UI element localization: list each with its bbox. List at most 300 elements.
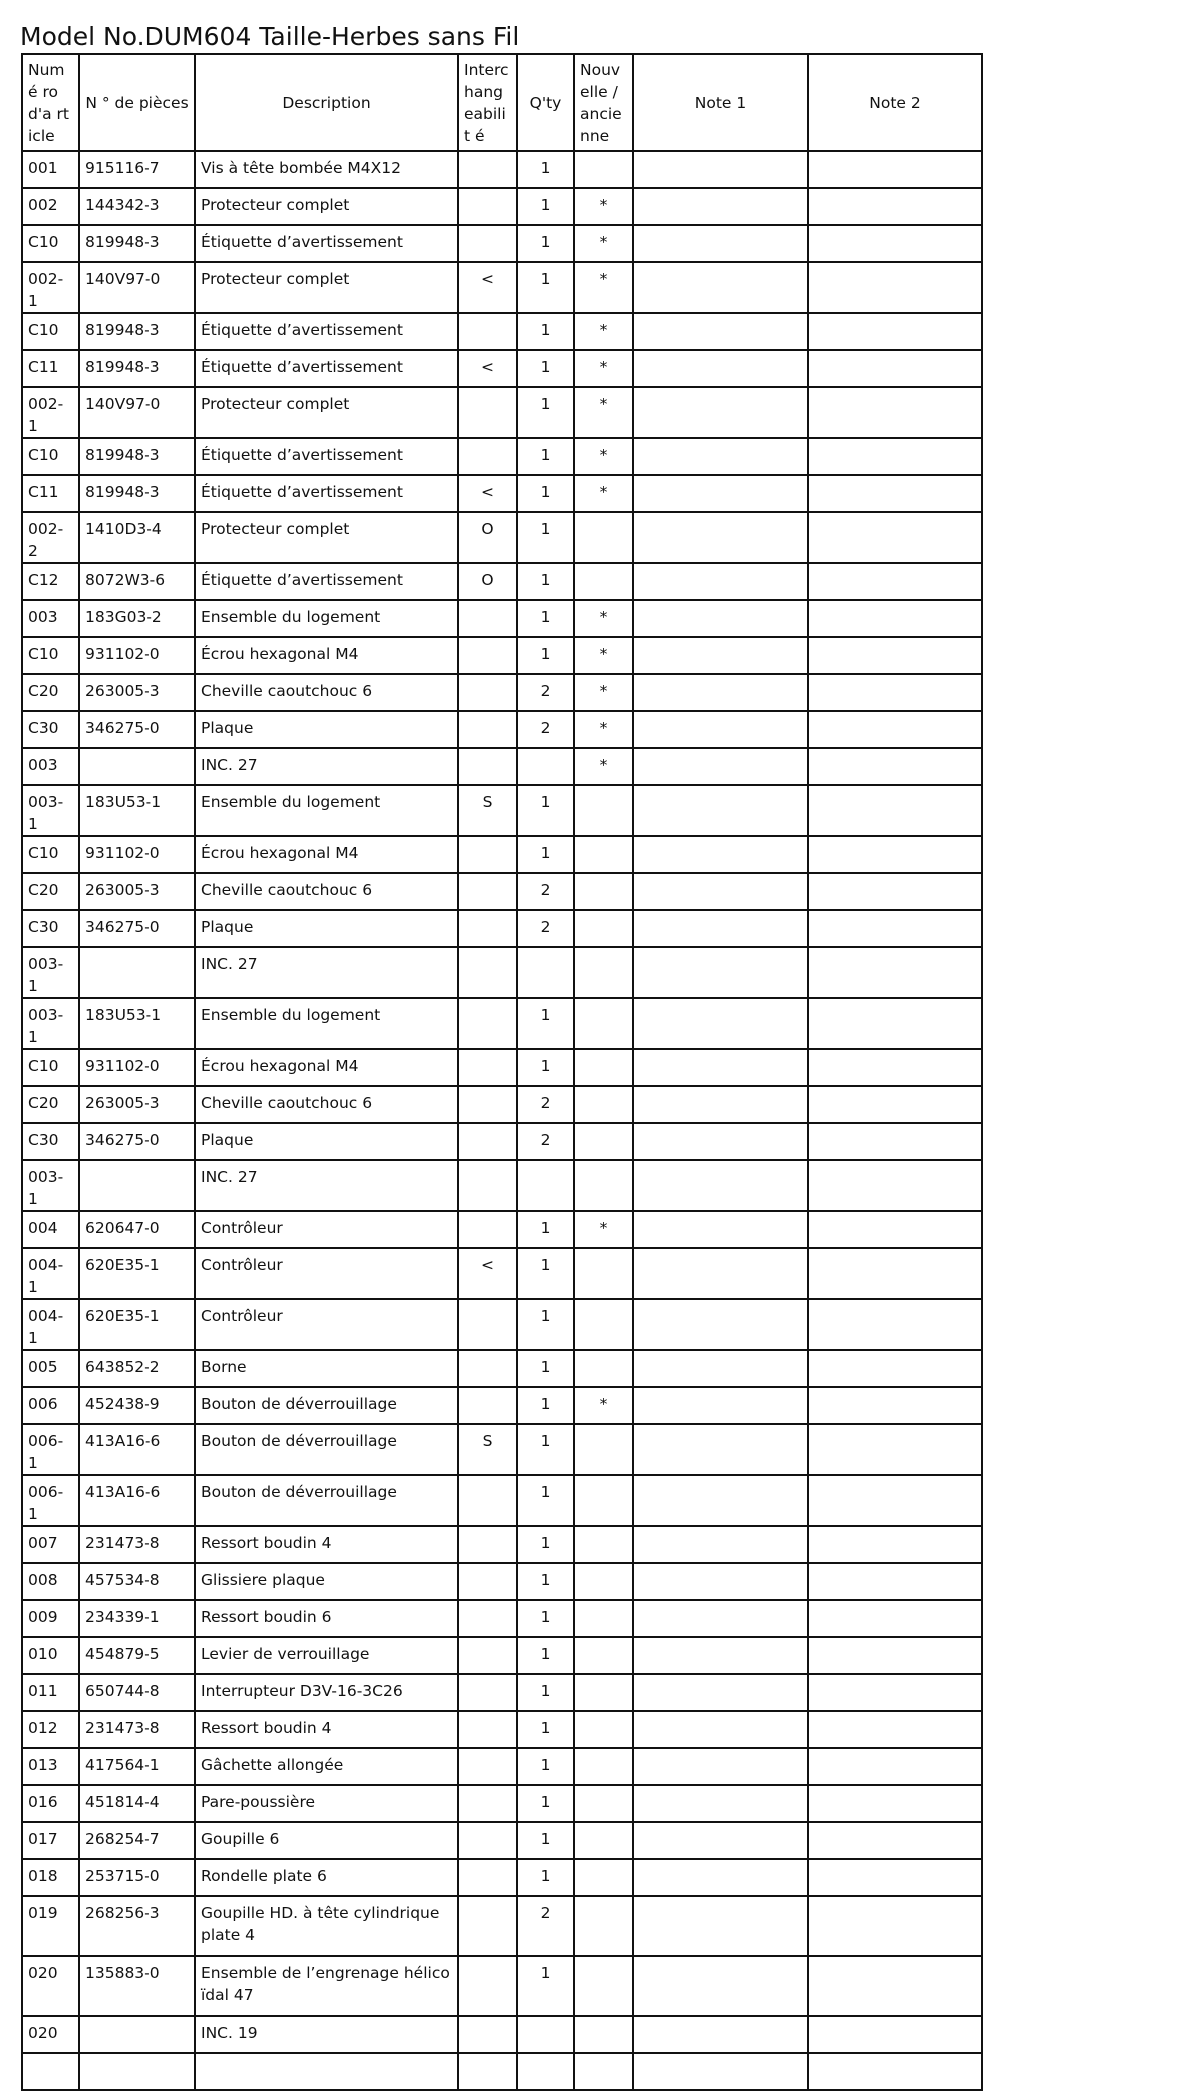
- description-cell: Ensemble du logement: [195, 600, 458, 637]
- quantity-cell: 1: [517, 225, 574, 262]
- table-row: [22, 637, 982, 674]
- item-number-cell: 020: [22, 1956, 79, 2016]
- description-cell: Levier de verrouillage: [195, 1637, 458, 1674]
- description-cell: Cheville caoutchouc 6: [195, 1086, 458, 1123]
- interchangeability-cell: [458, 225, 517, 262]
- description-cell: Ensemble de l’engrenage hélicoïdal 47: [195, 1956, 458, 2016]
- quantity-cell: 1: [517, 1637, 574, 1674]
- note-2-cell: [808, 350, 982, 387]
- new-old-cell: *: [574, 313, 633, 350]
- table-row: [22, 1785, 982, 1822]
- note-2-cell: [808, 387, 982, 438]
- quantity-cell: 1: [517, 1711, 574, 1748]
- item-number-cell: 008: [22, 1563, 79, 1600]
- header-note-2: Note 2: [808, 54, 982, 151]
- new-old-cell: [574, 998, 633, 1049]
- note-1-cell: [633, 1475, 808, 1526]
- header-interchangeability: Interc hang eabilit é: [458, 54, 517, 151]
- description-cell: Protecteur complet: [195, 512, 458, 563]
- interchangeability-cell: [458, 1748, 517, 1785]
- item-number-cell: 005: [22, 1350, 79, 1387]
- note-2-cell: [808, 1956, 982, 2016]
- note-1-cell: [633, 947, 808, 998]
- new-old-cell: *: [574, 600, 633, 637]
- interchangeability-cell: [458, 637, 517, 674]
- quantity-cell: 1: [517, 475, 574, 512]
- page-title: Model No.DUM604 Taille-Herbes sans Fil: [20, 22, 520, 51]
- quantity-cell: 1: [517, 1785, 574, 1822]
- quantity-cell: 1: [517, 1387, 574, 1424]
- description-cell: Protecteur complet: [195, 188, 458, 225]
- description-cell: Écrou hexagonal M4: [195, 836, 458, 873]
- table-row: [22, 2053, 982, 2090]
- header-quantity: Q'ty: [517, 54, 574, 151]
- table-row: [22, 947, 982, 998]
- note-1-cell: [633, 1748, 808, 1785]
- table-row: [22, 873, 982, 910]
- parts-table: [21, 53, 983, 2091]
- note-2-cell: [808, 1563, 982, 1600]
- description-cell: Ressort boudin 6: [195, 1600, 458, 1637]
- description-cell: Étiquette d’avertissement: [195, 225, 458, 262]
- table-row: [22, 1859, 982, 1896]
- description-cell: Étiquette d’avertissement: [195, 313, 458, 350]
- note-2-cell: [808, 1748, 982, 1785]
- table-row: [22, 188, 982, 225]
- new-old-cell: *: [574, 387, 633, 438]
- description-cell: Vis à tête bombée M4X12: [195, 151, 458, 188]
- note-2-cell: [808, 1160, 982, 1211]
- description-cell: INC. 19: [195, 2016, 458, 2053]
- item-number-cell: 009: [22, 1600, 79, 1637]
- note-1-cell: [633, 1350, 808, 1387]
- item-number-cell: 002-2: [22, 512, 79, 563]
- quantity-cell: 1: [517, 1350, 574, 1387]
- note-2-cell: [808, 313, 982, 350]
- header-note-1: Note 1: [633, 54, 808, 151]
- new-old-cell: *: [574, 262, 633, 313]
- quantity-cell: 1: [517, 1526, 574, 1563]
- note-1-cell: [633, 1526, 808, 1563]
- note-2-cell: [808, 563, 982, 600]
- part-number-cell: 231473-8: [79, 1526, 195, 1563]
- header-new-old: Nouv elle / ancie nne: [574, 54, 633, 151]
- interchangeability-cell: [458, 387, 517, 438]
- note-2-cell: [808, 1424, 982, 1475]
- note-2-cell: [808, 1299, 982, 1350]
- item-number-cell: [22, 2053, 79, 2090]
- note-1-cell: [633, 711, 808, 748]
- item-number-cell: 004: [22, 1211, 79, 1248]
- table-row: [22, 475, 982, 512]
- note-1-cell: [633, 313, 808, 350]
- part-number-cell: 819948-3: [79, 350, 195, 387]
- interchangeability-cell: [458, 438, 517, 475]
- item-number-cell: 003: [22, 600, 79, 637]
- item-number-cell: 010: [22, 1637, 79, 1674]
- new-old-cell: [574, 512, 633, 563]
- item-number-cell: 011: [22, 1674, 79, 1711]
- part-number-cell: 454879-5: [79, 1637, 195, 1674]
- quantity-cell: 1: [517, 313, 574, 350]
- part-number-cell: 263005-3: [79, 674, 195, 711]
- note-2-cell: [808, 151, 982, 188]
- new-old-cell: [574, 947, 633, 998]
- quantity-cell: 1: [517, 512, 574, 563]
- interchangeability-cell: <: [458, 350, 517, 387]
- table-row: [22, 1563, 982, 1600]
- description-cell: Gâchette allongée: [195, 1748, 458, 1785]
- item-number-cell: 007: [22, 1526, 79, 1563]
- table-row: [22, 1711, 982, 1748]
- item-number-cell: 004-1: [22, 1299, 79, 1350]
- new-old-cell: [574, 1956, 633, 2016]
- item-number-cell: 006-1: [22, 1424, 79, 1475]
- interchangeability-cell: [458, 1086, 517, 1123]
- item-number-cell: 003-1: [22, 1160, 79, 1211]
- note-2-cell: [808, 1350, 982, 1387]
- item-number-cell: 012: [22, 1711, 79, 1748]
- item-number-cell: 006: [22, 1387, 79, 1424]
- description-cell: INC. 27: [195, 1160, 458, 1211]
- note-2-cell: [808, 836, 982, 873]
- part-number-cell: 413A16-6: [79, 1475, 195, 1526]
- interchangeability-cell: [458, 1637, 517, 1674]
- item-number-cell: 006-1: [22, 1475, 79, 1526]
- quantity-cell: 1: [517, 262, 574, 313]
- table-row: [22, 313, 982, 350]
- interchangeability-cell: <: [458, 1248, 517, 1299]
- note-2-cell: [808, 1475, 982, 1526]
- note-2-cell: [808, 748, 982, 785]
- item-number-cell: C30: [22, 1123, 79, 1160]
- quantity-cell: [517, 947, 574, 998]
- note-1-cell: [633, 1896, 808, 1956]
- note-1-cell: [633, 563, 808, 600]
- note-1-cell: [633, 438, 808, 475]
- description-cell: Cheville caoutchouc 6: [195, 873, 458, 910]
- part-number-cell: 144342-3: [79, 188, 195, 225]
- new-old-cell: [574, 1049, 633, 1086]
- part-number-cell: 451814-4: [79, 1785, 195, 1822]
- quantity-cell: 1: [517, 1049, 574, 1086]
- description-cell: Ensemble du logement: [195, 785, 458, 836]
- quantity-cell: 1: [517, 1211, 574, 1248]
- description-cell: INC. 27: [195, 748, 458, 785]
- table-row: [22, 1600, 982, 1637]
- quantity-cell: 1: [517, 1674, 574, 1711]
- quantity-cell: [517, 748, 574, 785]
- new-old-cell: [574, 1600, 633, 1637]
- note-1-cell: [633, 1711, 808, 1748]
- interchangeability-cell: [458, 1785, 517, 1822]
- note-2-cell: [808, 947, 982, 998]
- description-cell: Protecteur complet: [195, 387, 458, 438]
- item-number-cell: C10: [22, 313, 79, 350]
- note-1-cell: [633, 1956, 808, 2016]
- note-2-cell: [808, 674, 982, 711]
- interchangeability-cell: [458, 1822, 517, 1859]
- note-2-cell: [808, 512, 982, 563]
- interchangeability-cell: [458, 1600, 517, 1637]
- description-cell: [195, 2053, 458, 2090]
- quantity-cell: 1: [517, 1748, 574, 1785]
- description-cell: Contrôleur: [195, 1299, 458, 1350]
- description-cell: Goupille 6: [195, 1822, 458, 1859]
- new-old-cell: *: [574, 748, 633, 785]
- interchangeability-cell: [458, 313, 517, 350]
- description-cell: Étiquette d’avertissement: [195, 563, 458, 600]
- note-2-cell: [808, 475, 982, 512]
- table-row: [22, 1424, 982, 1475]
- note-2-cell: [808, 188, 982, 225]
- quantity-cell: 1: [517, 785, 574, 836]
- new-old-cell: *: [574, 225, 633, 262]
- new-old-cell: [574, 1859, 633, 1896]
- table-row: [22, 512, 982, 563]
- item-number-cell: 002-1: [22, 387, 79, 438]
- quantity-cell: 1: [517, 1600, 574, 1637]
- header-part-number: N ° de pièces: [79, 54, 195, 151]
- part-number-cell: 346275-0: [79, 1123, 195, 1160]
- note-1-cell: [633, 836, 808, 873]
- interchangeability-cell: [458, 910, 517, 947]
- note-1-cell: [633, 350, 808, 387]
- description-cell: Bouton de déverrouillage: [195, 1424, 458, 1475]
- new-old-cell: [574, 1248, 633, 1299]
- new-old-cell: [574, 1424, 633, 1475]
- note-2-cell: [808, 1822, 982, 1859]
- interchangeability-cell: [458, 711, 517, 748]
- note-2-cell: [808, 1526, 982, 1563]
- item-number-cell: C10: [22, 1049, 79, 1086]
- table-row: [22, 1350, 982, 1387]
- table-row: [22, 910, 982, 947]
- note-2-cell: [808, 2053, 982, 2090]
- description-cell: Bouton de déverrouillage: [195, 1475, 458, 1526]
- table-row: [22, 1160, 982, 1211]
- note-2-cell: [808, 1086, 982, 1123]
- item-number-cell: 017: [22, 1822, 79, 1859]
- note-1-cell: [633, 512, 808, 563]
- new-old-cell: [574, 1123, 633, 1160]
- table-row: [22, 1526, 982, 1563]
- item-number-cell: C12: [22, 563, 79, 600]
- note-1-cell: [633, 2053, 808, 2090]
- item-number-cell: C30: [22, 910, 79, 947]
- table-row: [22, 748, 982, 785]
- part-number-cell: 183U53-1: [79, 785, 195, 836]
- note-1-cell: [633, 1299, 808, 1350]
- note-2-cell: [808, 1859, 982, 1896]
- table-row: [22, 350, 982, 387]
- table-row: [22, 1748, 982, 1785]
- item-number-cell: C11: [22, 475, 79, 512]
- new-old-cell: [574, 1711, 633, 1748]
- interchangeability-cell: [458, 1211, 517, 1248]
- interchangeability-cell: [458, 188, 517, 225]
- new-old-cell: *: [574, 1211, 633, 1248]
- table-row: [22, 1637, 982, 1674]
- part-number-cell: 931102-0: [79, 637, 195, 674]
- interchangeability-cell: [458, 1160, 517, 1211]
- item-number-cell: 013: [22, 1748, 79, 1785]
- note-1-cell: [633, 1248, 808, 1299]
- note-2-cell: [808, 711, 982, 748]
- part-number-cell: 620E35-1: [79, 1299, 195, 1350]
- item-number-cell: 001: [22, 151, 79, 188]
- table-row: [22, 1822, 982, 1859]
- description-cell: INC. 27: [195, 947, 458, 998]
- note-2-cell: [808, 998, 982, 1049]
- description-cell: Contrôleur: [195, 1211, 458, 1248]
- item-number-cell: 002-1: [22, 262, 79, 313]
- description-cell: Étiquette d’avertissement: [195, 350, 458, 387]
- quantity-cell: 1: [517, 1424, 574, 1475]
- part-number-cell: 263005-3: [79, 1086, 195, 1123]
- description-cell: Plaque: [195, 910, 458, 947]
- part-number-cell: 1410D3-4: [79, 512, 195, 563]
- interchangeability-cell: <: [458, 262, 517, 313]
- part-number-cell: [79, 2053, 195, 2090]
- quantity-cell: 1: [517, 151, 574, 188]
- part-number-cell: 263005-3: [79, 873, 195, 910]
- new-old-cell: *: [574, 188, 633, 225]
- description-cell: Protecteur complet: [195, 262, 458, 313]
- part-number-cell: 135883-0: [79, 1956, 195, 2016]
- part-number-cell: 231473-8: [79, 1711, 195, 1748]
- note-2-cell: [808, 1896, 982, 1956]
- new-old-cell: [574, 563, 633, 600]
- interchangeability-cell: [458, 151, 517, 188]
- new-old-cell: [574, 1748, 633, 1785]
- interchangeability-cell: [458, 998, 517, 1049]
- item-number-cell: 003-1: [22, 947, 79, 998]
- table-row: [22, 225, 982, 262]
- quantity-cell: 1: [517, 1859, 574, 1896]
- item-number-cell: C10: [22, 836, 79, 873]
- part-number-cell: [79, 947, 195, 998]
- note-1-cell: [633, 873, 808, 910]
- quantity-cell: 2: [517, 674, 574, 711]
- interchangeability-cell: [458, 873, 517, 910]
- new-old-cell: *: [574, 1387, 633, 1424]
- description-cell: Étiquette d’avertissement: [195, 475, 458, 512]
- part-number-cell: 819948-3: [79, 475, 195, 512]
- item-number-cell: 016: [22, 1785, 79, 1822]
- quantity-cell: 1: [517, 1822, 574, 1859]
- quantity-cell: [517, 2016, 574, 2053]
- item-number-cell: 003: [22, 748, 79, 785]
- note-1-cell: [633, 1086, 808, 1123]
- new-old-cell: [574, 2016, 633, 2053]
- interchangeability-cell: [458, 1563, 517, 1600]
- item-number-cell: C10: [22, 438, 79, 475]
- part-number-cell: 346275-0: [79, 711, 195, 748]
- note-2-cell: [808, 438, 982, 475]
- note-2-cell: [808, 1637, 982, 1674]
- note-2-cell: [808, 225, 982, 262]
- note-1-cell: [633, 1160, 808, 1211]
- note-1-cell: [633, 1637, 808, 1674]
- part-number-cell: 234339-1: [79, 1600, 195, 1637]
- quantity-cell: 1: [517, 1563, 574, 1600]
- interchangeability-cell: [458, 1674, 517, 1711]
- quantity-cell: 1: [517, 1299, 574, 1350]
- item-number-cell: C10: [22, 225, 79, 262]
- description-cell: Rondelle plate 6: [195, 1859, 458, 1896]
- item-number-cell: C11: [22, 350, 79, 387]
- note-1-cell: [633, 151, 808, 188]
- item-number-cell: 019: [22, 1896, 79, 1956]
- item-number-cell: 002: [22, 188, 79, 225]
- description-cell: Glissiere plaque: [195, 1563, 458, 1600]
- note-1-cell: [633, 1859, 808, 1896]
- interchangeability-cell: [458, 1896, 517, 1956]
- part-number-cell: 819948-3: [79, 313, 195, 350]
- interchangeability-cell: O: [458, 563, 517, 600]
- note-1-cell: [633, 1600, 808, 1637]
- part-number-cell: 650744-8: [79, 1674, 195, 1711]
- new-old-cell: [574, 910, 633, 947]
- part-number-cell: 183G03-2: [79, 600, 195, 637]
- table-row: [22, 1956, 982, 2016]
- new-old-cell: [574, 785, 633, 836]
- note-1-cell: [633, 674, 808, 711]
- header-row: [22, 54, 982, 151]
- note-1-cell: [633, 1123, 808, 1160]
- note-1-cell: [633, 1387, 808, 1424]
- new-old-cell: [574, 1475, 633, 1526]
- part-number-cell: 452438-9: [79, 1387, 195, 1424]
- new-old-cell: [574, 1785, 633, 1822]
- quantity-cell: 2: [517, 711, 574, 748]
- table-row: [22, 1211, 982, 1248]
- note-1-cell: [633, 262, 808, 313]
- description-cell: Ressort boudin 4: [195, 1711, 458, 1748]
- table-row: [22, 438, 982, 475]
- part-number-cell: [79, 2016, 195, 2053]
- table-row: [22, 600, 982, 637]
- note-2-cell: [808, 1123, 982, 1160]
- interchangeability-cell: [458, 836, 517, 873]
- description-cell: Pare-poussière: [195, 1785, 458, 1822]
- part-number-cell: 413A16-6: [79, 1424, 195, 1475]
- note-1-cell: [633, 1563, 808, 1600]
- quantity-cell: 1: [517, 600, 574, 637]
- new-old-cell: *: [574, 350, 633, 387]
- new-old-cell: [574, 1563, 633, 1600]
- new-old-cell: *: [574, 475, 633, 512]
- quantity-cell: 2: [517, 1086, 574, 1123]
- part-number-cell: 140V97-0: [79, 387, 195, 438]
- table-row: [22, 262, 982, 313]
- interchangeability-cell: [458, 1387, 517, 1424]
- note-1-cell: [633, 600, 808, 637]
- description-cell: Écrou hexagonal M4: [195, 637, 458, 674]
- item-number-cell: C20: [22, 1086, 79, 1123]
- part-number-cell: 931102-0: [79, 1049, 195, 1086]
- table-row: [22, 785, 982, 836]
- description-cell: Borne: [195, 1350, 458, 1387]
- quantity-cell: 2: [517, 1896, 574, 1956]
- note-1-cell: [633, 387, 808, 438]
- part-number-cell: 8072W3-6: [79, 563, 195, 600]
- header-description: Description: [195, 54, 458, 151]
- description-cell: Contrôleur: [195, 1248, 458, 1299]
- table-row: [22, 1299, 982, 1350]
- note-2-cell: [808, 910, 982, 947]
